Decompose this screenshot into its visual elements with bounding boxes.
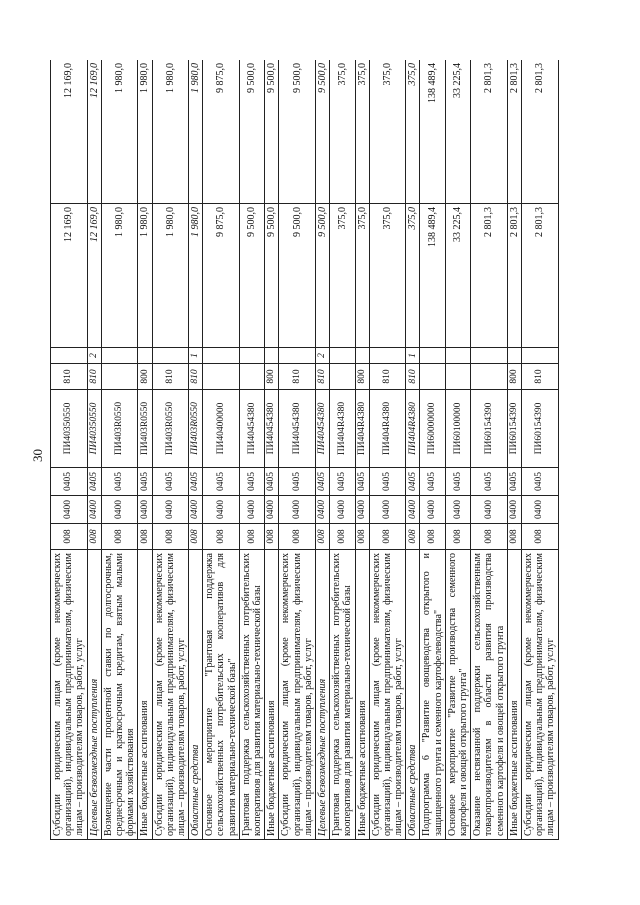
amount-total: 2 801,3	[471, 60, 508, 204]
row-name: Иные бюджетные ассигнования	[138, 550, 152, 840]
subsection-code: 0405	[203, 468, 240, 496]
row-name: Субсидии юридическим лицам (кроме некоммерческих организаций), индивидуальным предпринимателям, физическим лицам – производителям товаров, работ, услуг	[521, 550, 558, 840]
ministry-code: 008	[445, 524, 470, 550]
table-row	[189, 60, 203, 840]
funding-note	[239, 348, 264, 364]
expense-type-code	[203, 364, 240, 390]
table-row	[420, 60, 445, 840]
section-code: 0400	[315, 496, 329, 524]
funding-note	[355, 348, 369, 364]
budget-table-region	[50, 60, 580, 840]
section-code: 0400	[330, 496, 355, 524]
funding-note	[471, 348, 508, 364]
row-name: Субсидии юридическим лицам (кроме некоммерческих организаций), индивидуальным предпринимателям, физическим лицам – производителям товаров, работ, услуг	[369, 550, 406, 840]
target-article-code: ПИ40350550	[87, 390, 101, 468]
expense-type-code: 800	[265, 364, 279, 390]
row-name: Иные бюджетные ассигнования	[355, 550, 369, 840]
subsection-code: 0405	[521, 468, 558, 496]
expense-type-code: 810	[369, 364, 406, 390]
section-code: 0400	[51, 496, 88, 524]
subsection-code: 0405	[265, 468, 279, 496]
amount-total: 2 801,3	[521, 60, 558, 204]
ministry-code: 008	[138, 524, 152, 550]
section-code: 0400	[152, 496, 189, 524]
table-row	[203, 60, 240, 840]
section-code: 0400	[420, 496, 445, 524]
funding-note	[138, 348, 152, 364]
target-article-code: ПИ40454380	[265, 390, 279, 468]
ministry-code: 008	[420, 524, 445, 550]
table-row	[315, 60, 329, 840]
expense-type-code	[239, 364, 264, 390]
amount-plan: 2 801,3	[507, 204, 521, 348]
section-code: 0400	[239, 496, 264, 524]
ministry-code: 008	[51, 524, 88, 550]
target-article-code: ПИ60100000	[445, 390, 470, 468]
target-article-code: ПИ40454380	[239, 390, 264, 468]
amount-total: 9 500,0	[315, 60, 329, 204]
ministry-code: 008	[507, 524, 521, 550]
table-row	[471, 60, 508, 840]
amount-plan: 9 875,0	[203, 204, 240, 348]
subsection-code: 0405	[406, 468, 420, 496]
subsection-code: 0405	[420, 468, 445, 496]
amount-plan: 1 980,0	[189, 204, 203, 348]
page-number: 30	[30, 449, 45, 462]
row-name: Иные бюджетные ассигнования	[507, 550, 521, 840]
section-code: 0400	[369, 496, 406, 524]
subsection-code: 0405	[101, 468, 138, 496]
ministry-code: 008	[203, 524, 240, 550]
expense-type-code	[471, 364, 508, 390]
section-code: 0400	[521, 496, 558, 524]
amount-plan: 375,0	[369, 204, 406, 348]
target-article-code: ПИ403R0550	[152, 390, 189, 468]
subsection-code: 0405	[369, 468, 406, 496]
row-name: Оказание несвязанной поддержки сельскохозяйственным товаропроизводителям в области развития производства семенного картофеля и овощей открытого грунта	[471, 550, 508, 840]
amount-total: 375,0	[330, 60, 355, 204]
amount-plan: 12 169,0	[51, 204, 88, 348]
funding-note	[265, 348, 279, 364]
amount-total: 1 980,0	[189, 60, 203, 204]
rotated-table-wrapper	[50, 60, 580, 840]
expense-type-code	[330, 364, 355, 390]
funding-note: 1	[406, 348, 420, 364]
subsection-code: 0405	[189, 468, 203, 496]
subsection-code: 0405	[87, 468, 101, 496]
section-code: 0400	[471, 496, 508, 524]
target-article-code: ПИ403R0550	[189, 390, 203, 468]
target-article-code: ПИ60154390	[521, 390, 558, 468]
amount-plan: 1 980,0	[152, 204, 189, 348]
funding-note	[445, 348, 470, 364]
amount-total: 375,0	[406, 60, 420, 204]
table-row	[239, 60, 264, 840]
ministry-code: 008	[406, 524, 420, 550]
amount-plan: 2 801,3	[471, 204, 508, 348]
ministry-code: 008	[471, 524, 508, 550]
target-article-code: ПИ40454380	[279, 390, 316, 468]
target-article-code: ПИ404R4380	[406, 390, 420, 468]
funding-note	[152, 348, 189, 364]
table-row	[265, 60, 279, 840]
row-name: Иные бюджетные ассигнования	[265, 550, 279, 840]
expense-type-code: 800	[355, 364, 369, 390]
amount-total: 9 875,0	[203, 60, 240, 204]
subsection-code: 0405	[239, 468, 264, 496]
target-article-code: ПИ403R0550	[138, 390, 152, 468]
row-name: Грантовая поддержка сельскохозяйственных потребительских кооперативов для развития материально-технической базы	[239, 550, 264, 840]
amount-total: 138 489,4	[420, 60, 445, 204]
target-article-code: ПИ60154390	[471, 390, 508, 468]
expense-type-code: 810	[189, 364, 203, 390]
funding-note	[420, 348, 445, 364]
ministry-code: 008	[279, 524, 316, 550]
amount-plan: 1 980,0	[138, 204, 152, 348]
subsection-code: 0405	[507, 468, 521, 496]
table-row	[507, 60, 521, 840]
target-article-code: ПИ40400000	[203, 390, 240, 468]
row-name: Возмещение части процентной ставки по долгосрочным, среднесрочным и краткосрочным кредитам, взятым малыми формами хозяйствования	[101, 550, 138, 840]
ministry-code: 008	[355, 524, 369, 550]
table-row	[101, 60, 138, 840]
table-row	[355, 60, 369, 840]
amount-total: 33 225,4	[445, 60, 470, 204]
funding-note	[521, 348, 558, 364]
expense-type-code: 810	[51, 364, 88, 390]
section-code: 0400	[355, 496, 369, 524]
ministry-code: 008	[87, 524, 101, 550]
row-name: Основное мероприятие "Грантовая поддержка сельскохозяйственных потребительских кооперативов для развития материально-технической базы"	[203, 550, 240, 840]
target-article-code: ПИ403R0550	[101, 390, 138, 468]
table-row	[51, 60, 88, 840]
expense-type-code: 810	[521, 364, 558, 390]
ministry-code: 008	[152, 524, 189, 550]
subsection-code: 0405	[51, 468, 88, 496]
amount-total: 9 500,0	[279, 60, 316, 204]
amount-total: 1 980,0	[138, 60, 152, 204]
table-row	[445, 60, 470, 840]
amount-plan: 9 500,0	[279, 204, 316, 348]
amount-plan: 9 500,0	[315, 204, 329, 348]
row-name: Субсидии юридическим лицам (кроме некоммерческих организаций), индивидуальным предпринимателям, физическим лицам – производителям товаров, работ, услуг	[279, 550, 316, 840]
funding-note	[203, 348, 240, 364]
funding-note	[101, 348, 138, 364]
target-article-code: ПИ60154390	[507, 390, 521, 468]
expense-type-code: 810	[406, 364, 420, 390]
expense-type-code: 810	[152, 364, 189, 390]
expense-type-code	[445, 364, 470, 390]
section-code: 0400	[87, 496, 101, 524]
amount-total: 12 169,0	[51, 60, 88, 204]
amount-total: 1 980,0	[101, 60, 138, 204]
section-code: 0400	[507, 496, 521, 524]
amount-plan: 2 801,3	[521, 204, 558, 348]
table-row	[138, 60, 152, 840]
row-name: Целевые безвозмездные поступления	[87, 550, 101, 840]
target-article-code: ПИ404R4380	[355, 390, 369, 468]
target-article-code: ПИ60000000	[420, 390, 445, 468]
section-code: 0400	[189, 496, 203, 524]
target-article-code: ПИ404R4380	[369, 390, 406, 468]
table-row	[521, 60, 558, 840]
amount-plan: 375,0	[355, 204, 369, 348]
ministry-code: 008	[521, 524, 558, 550]
ministry-code: 008	[330, 524, 355, 550]
target-article-code: ПИ40454380	[315, 390, 329, 468]
amount-total: 12 169,0	[87, 60, 101, 204]
section-code: 0400	[203, 496, 240, 524]
subsection-code: 0405	[279, 468, 316, 496]
table-body	[51, 60, 559, 840]
amount-plan: 12 169,0	[87, 204, 101, 348]
funding-note: 1	[189, 348, 203, 364]
table-row	[152, 60, 189, 840]
section-code: 0400	[265, 496, 279, 524]
expense-type-code: 810	[279, 364, 316, 390]
subsection-code: 0405	[315, 468, 329, 496]
amount-total: 1 980,0	[152, 60, 189, 204]
section-code: 0400	[138, 496, 152, 524]
ministry-code: 008	[189, 524, 203, 550]
funding-note	[279, 348, 316, 364]
amount-plan: 138 489,4	[420, 204, 445, 348]
row-name: Основное мероприятие "Развитие производства семенного картофеля и овощей открытого грунта"	[445, 550, 470, 840]
expense-type-code	[420, 364, 445, 390]
table-row	[87, 60, 101, 840]
subsection-code: 0405	[152, 468, 189, 496]
funding-note	[507, 348, 521, 364]
ministry-code: 008	[315, 524, 329, 550]
funding-note	[330, 348, 355, 364]
funding-note	[51, 348, 88, 364]
funding-note	[369, 348, 406, 364]
table-row	[330, 60, 355, 840]
subsection-code: 0405	[445, 468, 470, 496]
row-name: Областные средства	[189, 550, 203, 840]
row-name: Субсидии юридическим лицам (кроме некоммерческих организаций), индивидуальным предпринимателям, физическим лицам – производителям товаров, работ, услуг	[51, 550, 88, 840]
expense-type-code: 800	[507, 364, 521, 390]
amount-plan: 33 225,4	[445, 204, 470, 348]
amount-total: 9 500,0	[265, 60, 279, 204]
expense-type-code	[101, 364, 138, 390]
ministry-code: 008	[239, 524, 264, 550]
subsection-code: 0405	[471, 468, 508, 496]
amount-total: 375,0	[355, 60, 369, 204]
target-article-code: ПИ40350550	[51, 390, 88, 468]
expense-type-code: 810	[315, 364, 329, 390]
amount-plan: 375,0	[406, 204, 420, 348]
funding-note: 2	[87, 348, 101, 364]
budget-table	[50, 60, 559, 840]
table-row	[279, 60, 316, 840]
amount-plan: 9 500,0	[239, 204, 264, 348]
table-row	[406, 60, 420, 840]
section-code: 0400	[445, 496, 470, 524]
row-name: Целевые безвозмездные поступления	[315, 550, 329, 840]
row-name: Областные средства	[406, 550, 420, 840]
table-row	[369, 60, 406, 840]
target-article-code: ПИ404R4380	[330, 390, 355, 468]
ministry-code: 008	[369, 524, 406, 550]
amount-plan: 375,0	[330, 204, 355, 348]
section-code: 0400	[279, 496, 316, 524]
ministry-code: 008	[265, 524, 279, 550]
row-name: Грантовая поддержка сельскохозяйственных потребительских кооперативов для развития материально-технической базы	[330, 550, 355, 840]
amount-total: 2 801,3	[507, 60, 521, 204]
subsection-code: 0405	[138, 468, 152, 496]
subsection-code: 0405	[330, 468, 355, 496]
expense-type-code: 800	[138, 364, 152, 390]
row-name: Подпрограмма 6 "Развитие овощеводства открытого и защищенного грунта и семенного картофелеводства"	[420, 550, 445, 840]
amount-total: 375,0	[369, 60, 406, 204]
subsection-code: 0405	[355, 468, 369, 496]
section-code: 0400	[101, 496, 138, 524]
section-code: 0400	[406, 496, 420, 524]
row-name: Субсидии юридическим лицам (кроме некоммерческих организаций), индивидуальным предпринимателям, физическим лицам – производителям товаров, работ, услуг	[152, 550, 189, 840]
ministry-code: 008	[101, 524, 138, 550]
amount-plan: 1 980,0	[101, 204, 138, 348]
expense-type-code: 810	[87, 364, 101, 390]
funding-note: 2	[315, 348, 329, 364]
amount-total: 9 500,0	[239, 60, 264, 204]
amount-plan: 9 500,0	[265, 204, 279, 348]
